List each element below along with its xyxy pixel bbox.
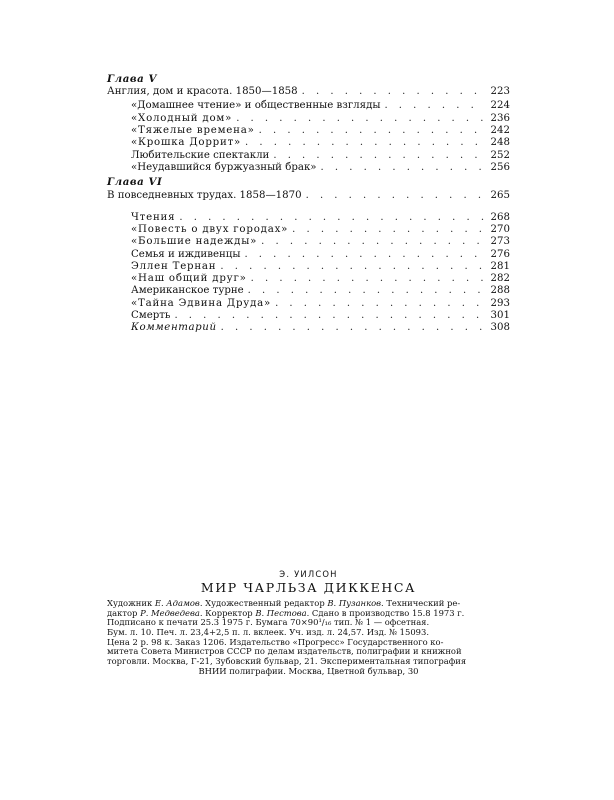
dot-leader <box>245 137 484 149</box>
imprint-text: . Сдано в производство 15.8 1973 г. <box>306 607 465 618</box>
author-name: Э. УИЛСОН <box>279 569 338 579</box>
toc-part-row <box>107 86 510 100</box>
toc-item-title: «Крошка Доррит» <box>131 137 242 149</box>
toc-page-number: 273 <box>490 236 510 248</box>
dot-leader <box>179 212 484 224</box>
dot-leader <box>174 310 484 322</box>
dot-leader <box>261 236 484 248</box>
artist-name: Е. Адамов <box>154 598 200 609</box>
toc-row <box>107 212 510 224</box>
toc-row <box>107 125 510 137</box>
dot-leader <box>292 224 484 236</box>
dot-leader <box>259 125 484 137</box>
imprint-line: митета Совета Министров СССР по делам издательств, полиграфии и книжной <box>107 646 462 657</box>
dot-leader <box>273 150 484 162</box>
toc-page-number: 223 <box>490 86 510 98</box>
imprint-text: . Художественный редактор <box>199 598 328 609</box>
toc-row <box>107 322 510 334</box>
imprint-line: Цена 2 р. 98 к. Заказ 1206. Издательство «Прогресс» Государственного ко- <box>107 636 444 647</box>
book-title: МИР ЧАРЛЬЗА ДИККЕНСА <box>200 579 417 595</box>
toc-row <box>107 285 510 297</box>
dot-leader <box>384 100 484 112</box>
proofreader-name: В. Пестова <box>255 607 307 618</box>
toc-row <box>107 236 510 248</box>
table-of-contents <box>107 73 510 335</box>
toc-page-number: 270 <box>490 223 510 235</box>
toc-page-number: 281 <box>490 260 510 272</box>
toc-page-number: 276 <box>490 248 510 260</box>
toc-item-title: Смерть <box>131 310 171 322</box>
dot-leader <box>220 261 484 273</box>
imprint-text: . Корректор <box>199 607 256 618</box>
toc-item-title: «Тяжелые времена» <box>131 125 255 137</box>
toc-item-title: Американское турне <box>131 285 244 297</box>
dot-leader <box>236 113 484 125</box>
dot-leader <box>306 190 484 202</box>
toc-part-title: В повседневных трудах. 1858—1870 <box>107 189 302 201</box>
toc-part-row <box>107 190 510 204</box>
toc-item-title: «Домашнее чтение» и общественные взгляды <box>131 100 381 112</box>
toc-row <box>107 261 510 273</box>
toc-item-title: «Тайна Эдвина Друда» <box>131 297 272 309</box>
toc-page-number: 265 <box>490 189 510 201</box>
toc-page-number: 293 <box>490 297 510 309</box>
toc-row <box>107 162 510 174</box>
toc-item-title: Семья и иждивенцы <box>131 248 241 260</box>
toc-item-title: «Неудавшийся буржуазный брак» <box>131 161 317 173</box>
toc-page-number: 236 <box>490 112 510 124</box>
dot-leader <box>221 322 484 334</box>
toc-row <box>107 100 510 112</box>
toc-item-title: Комментарий <box>131 322 217 334</box>
imprint-line: Подписано к печати 25.3 1975 г. Бумага 70×90¹/₁₆ тип. № 1 — офсетная. <box>107 617 430 628</box>
dot-leader <box>244 249 484 261</box>
toc-item-title: Эллен Тернан <box>131 260 217 272</box>
toc-page-number: 224 <box>490 100 510 112</box>
toc-row <box>107 224 510 236</box>
toc-row <box>107 249 510 261</box>
toc-row <box>107 113 510 125</box>
toc-item-title: «Повесть о двух городах» <box>131 223 289 235</box>
toc-part-title: Англия, дом и красота. 1850—1858 <box>107 86 298 98</box>
imprint-line: Бум. л. 10. Печ. л. 23,4+2,5 п. л. вклеек. Уч. изд. л. 24,57. Изд. № 15093. <box>107 627 429 637</box>
dot-leader <box>248 285 484 297</box>
toc-item-title: Любительские спектакли <box>131 149 270 161</box>
toc-row <box>107 150 510 162</box>
imprint-text: дактор <box>107 607 141 618</box>
art-editor-name: В. Пузанков <box>327 598 381 609</box>
toc-page-number: 252 <box>490 149 510 161</box>
toc-page-number: 268 <box>490 211 510 223</box>
chapter-heading: Глава V <box>107 73 158 85</box>
dot-leader <box>275 298 484 310</box>
toc-row <box>107 137 510 149</box>
toc-page-number: 248 <box>490 137 510 149</box>
toc-page-number: 282 <box>490 273 510 285</box>
colophon <box>107 570 510 676</box>
toc-page-number: 308 <box>490 322 510 334</box>
toc-item-title: Чтения <box>131 211 176 223</box>
imprint-block <box>107 599 510 676</box>
toc-item-title: «Холодный дом» <box>131 112 233 124</box>
toc-page-number: 256 <box>490 161 510 173</box>
dot-leader <box>302 86 484 98</box>
toc-item-title: «Большие надежды» <box>131 236 258 248</box>
dot-leader <box>321 162 484 174</box>
toc-page-number: 301 <box>490 310 510 322</box>
imprint-line: торговли. Москва, Г-21, Зубовский бульвар, 21. Экспериментальная типография <box>107 655 467 666</box>
toc-item-title: «Наш общий друг» <box>131 273 247 285</box>
toc-row <box>107 310 510 322</box>
imprint-line: ВНИИ полиграфии. Москва, Цветной бульвар, 30 <box>198 665 419 676</box>
toc-page-number: 242 <box>490 125 510 137</box>
toc-page-number: 288 <box>490 285 510 297</box>
chapter-heading: Глава VI <box>107 176 163 189</box>
imprint-text: Художник <box>107 598 155 609</box>
tech-editor-name: Р. Медведева <box>140 607 200 618</box>
toc-row <box>107 273 510 285</box>
imprint-text: . Технический ре- <box>381 598 461 609</box>
dot-leader <box>251 273 484 285</box>
toc-row <box>107 298 510 310</box>
